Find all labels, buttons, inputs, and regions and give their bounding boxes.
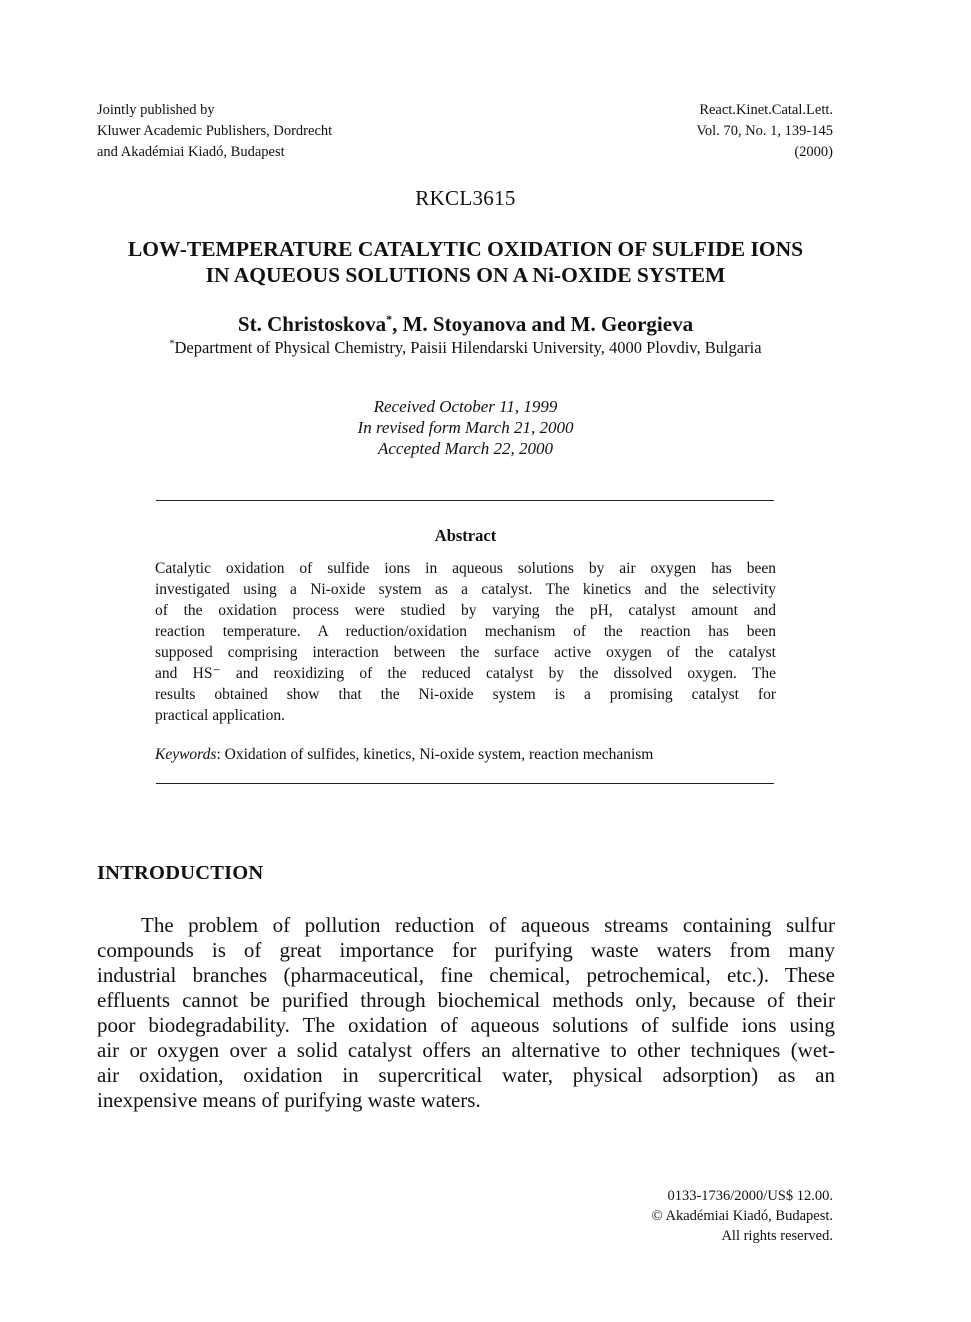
intro-line: poor biodegradability. The oxidation of aqueous solutions of sulfide ions using [97,1013,835,1037]
rights-notice: All rights reserved. [721,1228,833,1244]
intro-line: The problem of pollution reduction of aqueous streams containing sulfur [141,913,835,937]
publisher-block [97,100,332,163]
paper-title [60,236,871,288]
issn-price: 0133-1736/2000/US$ 12.00. [667,1188,833,1204]
intro-line: inexpensive means of purifying waste waters. [97,1088,481,1112]
publisher-line: and Akadémiai Kiadó, Budapest [97,144,285,160]
affiliation-marker: * [169,338,175,350]
author-rest: , M. Stoyanova and M. Georgieva [392,312,694,336]
received-dates [0,396,931,459]
author-list [0,312,931,337]
intro-line: air or oxygen over a solid catalyst offers an alternative to other techniques (wet- [97,1038,835,1062]
introduction-body [97,913,835,1113]
abstract-bottom-rule [156,783,774,784]
author-first: St. Christoskova [237,312,387,336]
date-revised: In revised form March 21, 2000 [357,418,574,437]
abstract-line: Catalytic oxidation of sulfide ions in aqueous solutions by air oxygen has been [155,560,776,577]
intro-line: air oxidation, oxidation in supercritical water, physical adsorption) as an [97,1063,835,1087]
introduction-heading: INTRODUCTION [97,862,264,884]
abstract-body [155,558,776,726]
intro-line: effluents cannot be purified through biochemical methods only, because of their [97,988,835,1012]
intro-line: industrial branches (pharmaceutical, fine chemical, petrochemical, etc.). These [97,963,835,987]
abstract-line: and HS⁻ and reoxidizing of the reduced catalyst by the dissolved oxygen. The [155,665,776,682]
abstract-line: reaction temperature. A reduction/oxidation mechanism of the reaction has been [155,623,776,640]
abstract-line: of the oxidation process were studied by varying the pH, catalyst amount and [155,602,776,619]
journal-year: (2000) [794,144,833,160]
keywords [155,744,776,765]
abstract-line: practical application. [155,707,285,724]
date-accepted: Accepted March 22, 2000 [378,439,553,458]
title-line: LOW-TEMPERATURE CATALYTIC OXIDATION OF SULFIDE IONS [127,237,804,261]
affiliation-text: Department of Physical Chemistry, Paisii Hilendarski University, 4000 Plovdiv, Bulgaria [174,338,762,357]
publisher-line: Kluwer Academic Publishers, Dordrecht [97,123,333,139]
journal-volume: Vol. 70, No. 1, 139-145 [696,123,833,139]
article-code: RKCL3615 [415,186,516,210]
intro-line: compounds is of great importance for purifying waste waters from many [97,938,835,962]
abstract-heading: Abstract [434,526,497,545]
journal-citation [696,100,833,163]
affiliation [0,338,931,358]
copyright-holder: © Akadémiai Kiadó, Budapest. [651,1208,833,1224]
publisher-line: Jointly published by [97,102,215,118]
abstract-line: investigated using a Ni-oxide system as a catalyst. The kinetics and the selectivity [155,581,776,598]
keywords-label: Keywords [155,746,217,763]
author-marker: * [386,312,393,326]
title-line: IN AQUEOUS SOLUTIONS ON A Ni-OXIDE SYSTEM [205,263,726,287]
copyright-block [652,1186,833,1246]
abstract-line: supposed comprising interaction between the surface active oxygen of the catalyst [155,644,776,661]
date-received: Received October 11, 1999 [373,397,558,416]
keywords-text: : Oxidation of sulfides, kinetics, Ni-oxide system, reaction mechanism [216,746,654,763]
journal-name: React.Kinet.Catal.Lett. [699,102,833,118]
abstract-top-rule [156,500,774,501]
abstract-line: results obtained show that the Ni-oxide system is a promising catalyst for [155,686,776,703]
